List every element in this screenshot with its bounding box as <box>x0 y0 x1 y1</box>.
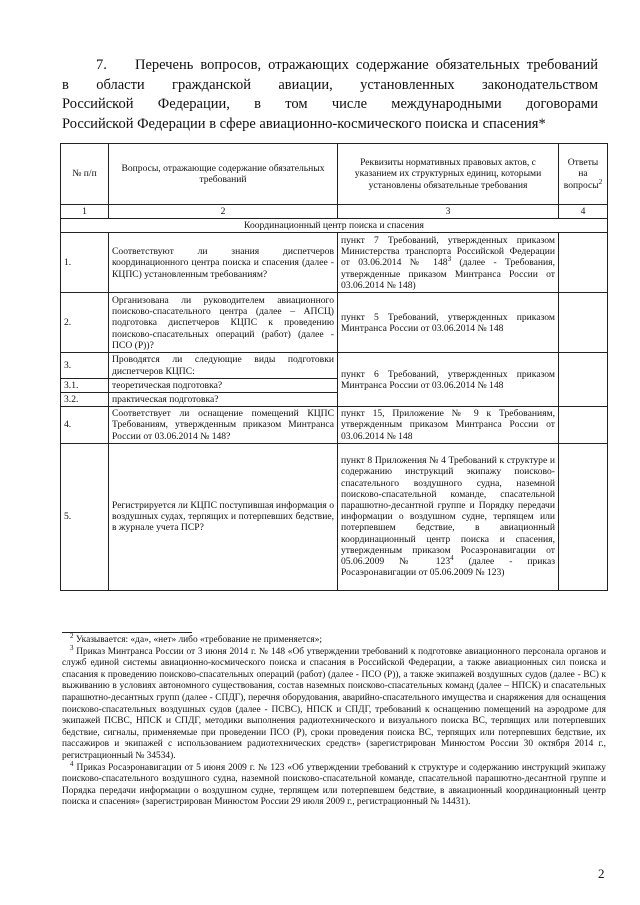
footnote-separator <box>62 632 192 633</box>
table-row <box>61 293 608 353</box>
heading-line: 7. Перечень вопросов, отражающих содержание обязательных требований <box>96 57 598 73</box>
row-requisite: пункт 6 Требований, утвержденных приказом Минтранса России от 03.06.2014 № 148 <box>338 353 559 407</box>
heading-line: Российской Федерации, в том числе международными договорами <box>62 96 598 112</box>
footnote-text: Указывается: «да», «нет» либо «требование не применяется»; <box>73 635 322 645</box>
requisite-text: пункт 7 Требований, утвержденных приказом Министерства транспорта Российской Федерации от 03.06.2014 № 148 <box>341 234 555 269</box>
requisite-text-tail: (далее - Требования, утвержденные приказом Минтранса России от 03.06.2014 № 148) <box>341 257 555 291</box>
requirements-table <box>60 143 608 591</box>
col-number: 1 <box>61 205 109 219</box>
table-row <box>61 353 608 378</box>
row-answer <box>559 353 608 407</box>
footnote-text: Приказ Росаэронавигации от 5 июня 2009 г. № 123 «Об утверждении требований к структуре и содержанию инструкций экипажу поисково-спасательного воздушного судна, наземной поисково-спасательной команде, спасательной парашютно-десантной группе и Порядка передачи информации о воздушном судне, терпящем или потерпевшем бедствие, в авиационный координационный центр поиска и спасения» (зарегистрирован Минюстом России 29 июля 2009 г., регистрационный № 14431). <box>62 762 606 808</box>
row-answer <box>559 443 608 590</box>
row-num: 5. <box>61 443 109 590</box>
footnote-ref: 2 <box>598 177 603 186</box>
header-answers-label: Ответы на вопросы <box>563 157 599 191</box>
row-question: Соответствуют ли знания диспетчеров координационного центра поиска и спасения (далее - КЦПС) установленным требованиям? <box>109 233 338 293</box>
document-heading <box>62 56 598 134</box>
row-num: 3.2. <box>61 393 109 407</box>
table-header-row <box>61 144 608 205</box>
row-requisite <box>338 443 559 590</box>
row-num: 2. <box>61 293 109 353</box>
table-row <box>61 443 608 590</box>
row-requisite: пункт 5 Требований, утвержденных приказом Минтранса России от 03.06.2014 № 148 <box>338 293 559 353</box>
table-row <box>61 233 608 293</box>
header-questions: Вопросы, отражающие содержание обязательных требований <box>109 144 338 205</box>
table-row <box>61 407 608 444</box>
footnote-mark: 4 <box>70 759 74 768</box>
requisite-text: пункт 8 Приложения № 4 Требований к структуре и содержанию инструкций экипажу поисково-спасательного воздушного судна, наземной поисково-спасательной команде, спасательной парашютно-десантной группе и Порядку передачи информации о воздушном судне, терпящем или потерпевшем бедствие, в авиационный координационный центр поиска и спасения, утвержденным приказом Росаэронавигации от 05.06.2009 № 123 <box>341 455 555 568</box>
footnote <box>62 643 606 763</box>
row-question: теоретическая подготовка? <box>109 378 338 392</box>
header-num: № п/п <box>61 144 109 205</box>
footnote <box>62 759 606 809</box>
row-answer <box>559 233 608 293</box>
section-title: Координационный центр поиска и спасения <box>61 219 608 233</box>
row-num: 4. <box>61 407 109 444</box>
row-num: 3. <box>61 353 109 378</box>
footnote-mark: 2 <box>70 631 74 640</box>
row-answer <box>559 407 608 444</box>
row-question: Организована ли руководителем авиационного поисково-спасательного центра (далее – АПСЦ) подготовка диспетчеров КЦПС к проведению поисково-спасательных операций (работ) (далее - ПСО (Р))? <box>109 293 338 353</box>
row-question: Соответствует ли оснащение помещений КЦПС Требованиям, утвержденным приказом Минтранса России от 03.06.2014 № 148? <box>109 407 338 444</box>
footnote <box>62 631 606 647</box>
footnote-ref: 4 <box>450 553 454 562</box>
section-row <box>61 219 608 233</box>
column-number-row <box>61 205 608 219</box>
col-number: 2 <box>109 205 338 219</box>
footnote-mark: 3 <box>70 643 74 652</box>
row-question: Проводятся ли следующие виды подготовки диспетчеров КЦПС: <box>109 353 338 378</box>
row-num: 1. <box>61 233 109 293</box>
requisite-text-tail: (далее - приказ Росаэронавигации от 05.06.2009 № 123) <box>341 556 555 579</box>
header-answers <box>559 144 608 205</box>
header-requisites: Реквизиты нормативных правовых актов, с указанием их структурных единиц, которыми установлены обязательные требования <box>338 144 559 205</box>
col-number: 4 <box>559 205 608 219</box>
heading-line: Российской Федерации в сфере авиационно-космического поиска и спасения* <box>62 115 546 132</box>
footnote-ref: 3 <box>447 255 452 264</box>
row-requisite <box>338 233 559 293</box>
row-question: практическая подготовка? <box>109 393 338 407</box>
row-num: 3.1. <box>61 378 109 392</box>
page-number: 2 <box>598 866 605 881</box>
footnote-text: Приказ Минтранса России от 3 июня 2014 г. № 148 «Об утверждении требований к подготовке авиационного персонала органов и служб единой системы авиационно-космического поиска и спасания в Российской Федерации, а также авиационных сил поиска и спасания к проведению поисково-спасательных операций (работ) (далее - ПСО (Р)), а также экипажей воздушных судов (далее - ВС) к выживанию в условиях автономного существования, состав наземных поисково-спасательных команд (далее – НПСК) и спасательных парашютно-десантных групп (далее - СПДГ), перечня оборудования, аварийно-спасательного имущества и снаряжения для оснащения поисково-спасательных воздушных судов (далее - ПСВС), НПСК и СПДГ, требований к оснащению помещений на аэродроме для экипажей ПСВС, НПСК и СПДГ, методики выполнения радиотехнического и визуального поиска ВС, терпящих или потерпевших бедствие, сигналы, применяемые при проведении ПСО (Р), сроки проведения поиска ВС, терпящих или потерпевших бедствие, их пассажиров и экипажей с использованием радиотехнических средств» (зарегистрирован Минюстом России 30 октября 2014 г., регистрационный № 34534). <box>62 646 606 761</box>
row-requisite: пункт 15, Приложение № 9 к Требованиям, утвержденным приказом Минтранса России от 03.06.2014 № 148 <box>338 407 559 444</box>
row-answer <box>559 293 608 353</box>
heading-line: в области гражданской авиации, установленных законодательством <box>62 76 598 93</box>
col-number: 3 <box>338 205 559 219</box>
row-question: Регистрируется ли КЦПС поступившая информация о воздушных судах, терпящих и потерпевших бедствие, в журнале учета ПСР? <box>109 443 338 590</box>
footnotes <box>62 631 606 809</box>
